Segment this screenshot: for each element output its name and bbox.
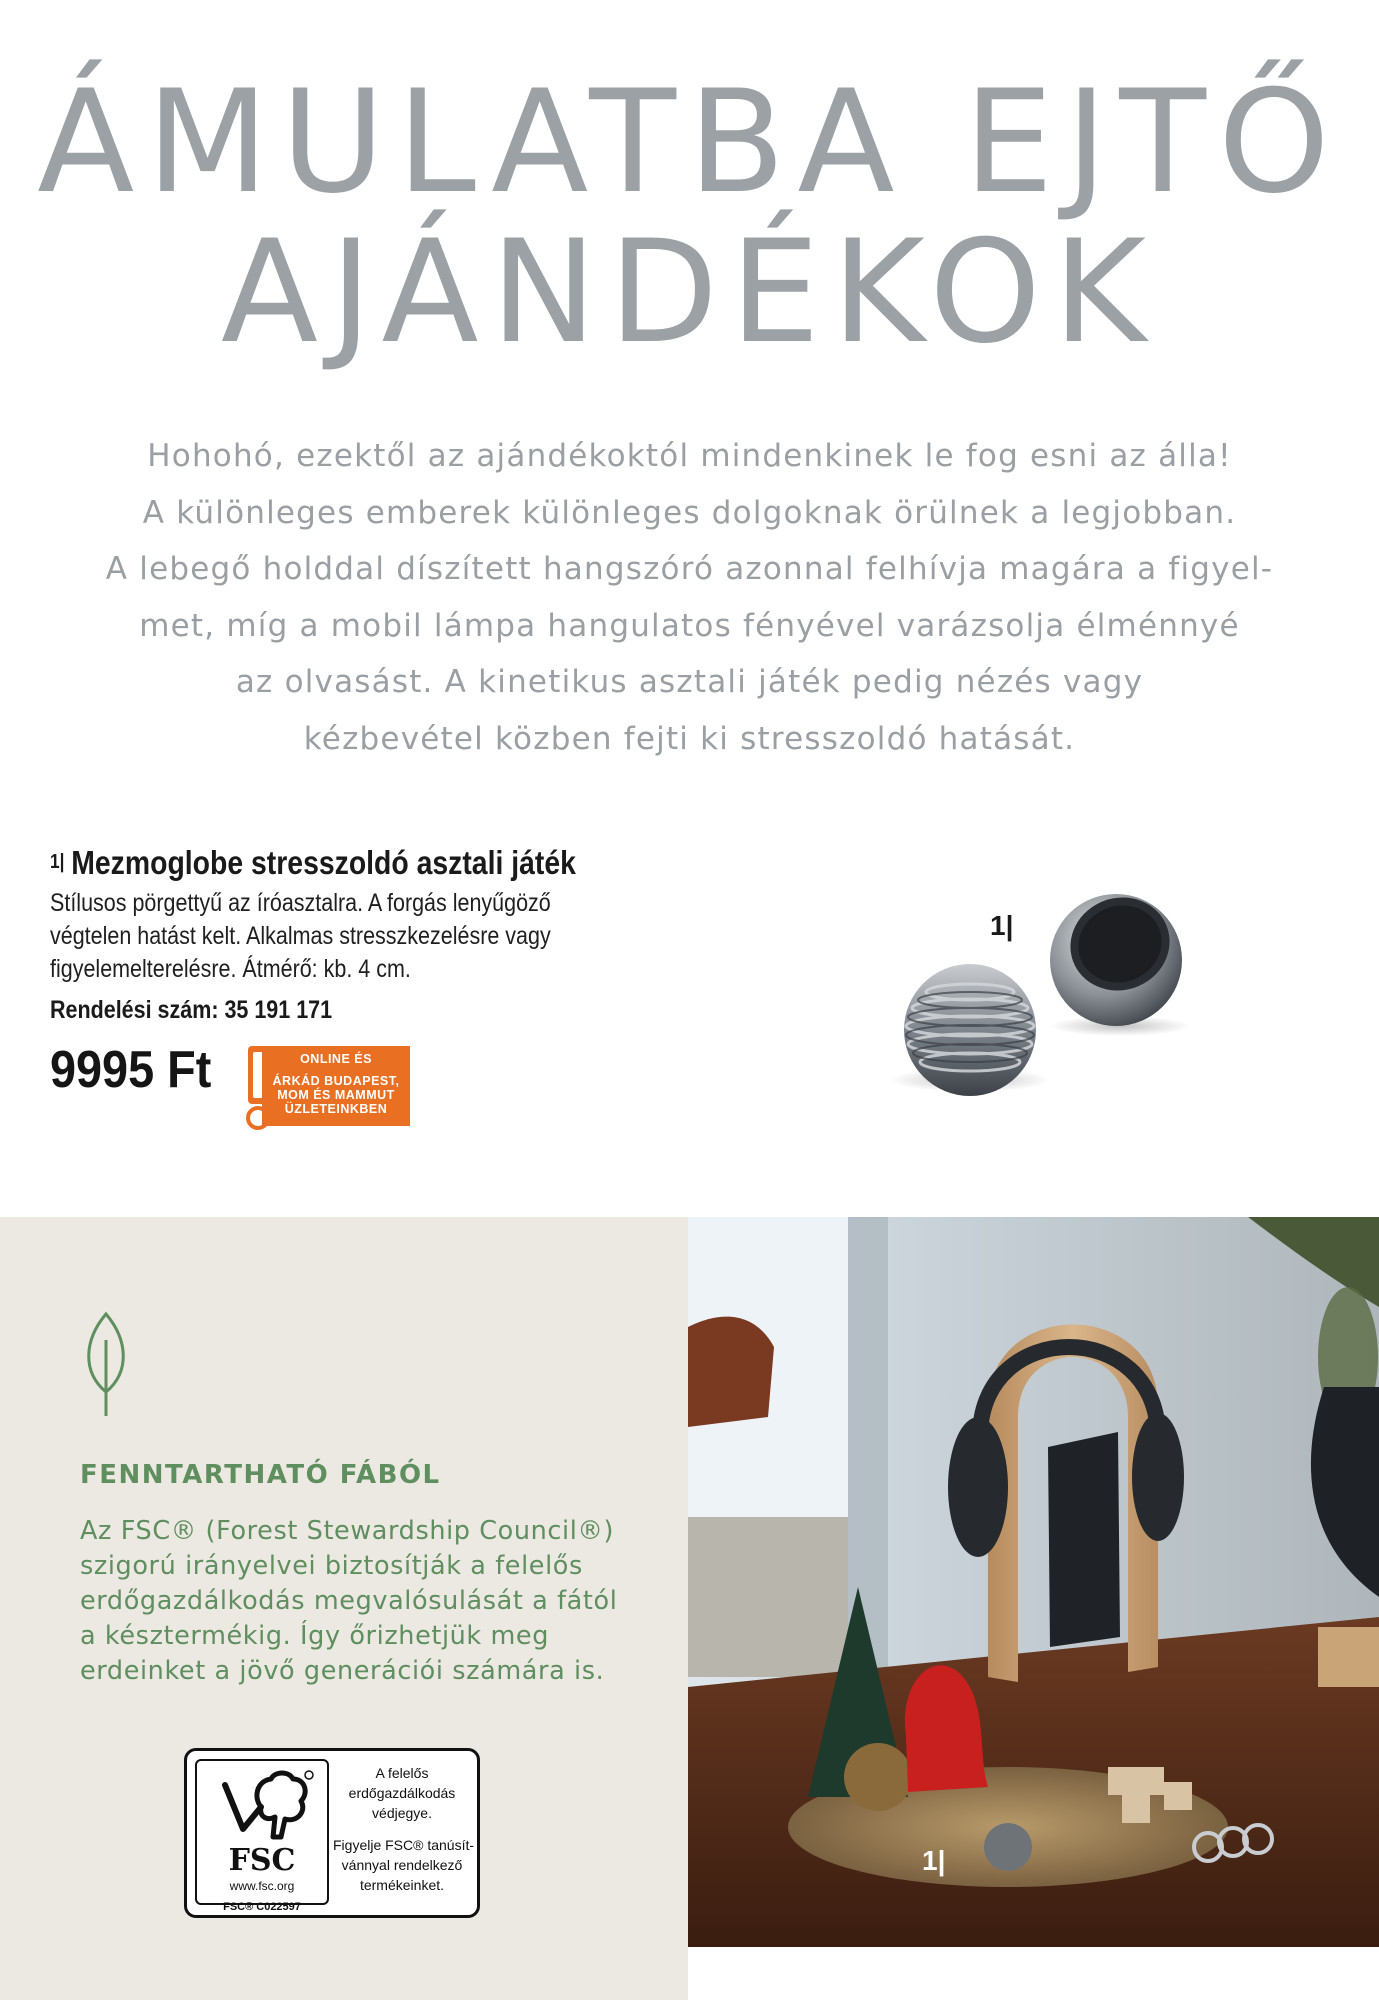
intro-line: met, míg a mobil lámpa hangulatos fényével varázsolja élménnyé bbox=[139, 607, 1240, 644]
badge-line: MOM ÉS MAMMUT bbox=[277, 1088, 395, 1102]
sustainability-line: szigorú irányelvei biztosítják a felelős bbox=[80, 1551, 583, 1581]
page-headline bbox=[0, 60, 1379, 375]
fsc-side-line: védjegye. bbox=[372, 1805, 432, 1821]
product-price: 9995 Ft bbox=[50, 1041, 212, 1099]
description-line: figyelemelterelésre. Átmérő: kb. 4 cm. bbox=[50, 955, 411, 983]
fsc-wordmark: FSC bbox=[228, 1843, 296, 1878]
photo-label: 1| bbox=[922, 1845, 946, 1876]
badge-line: ÁRKÁD BUDAPEST, bbox=[272, 1074, 400, 1088]
product-image-label: 1| bbox=[990, 910, 1014, 941]
sustainability-line: a késztermékig. Így őrizhetjük meg bbox=[80, 1621, 549, 1651]
headline-line-2: AJÁNDÉKOK bbox=[220, 210, 1159, 375]
badge-text-box bbox=[262, 1046, 410, 1126]
fsc-side-line: vánnyal rendelkező bbox=[341, 1857, 463, 1873]
sustainability-line: erdeinket a jövő generációi számára is. bbox=[80, 1656, 605, 1686]
fsc-license-code: FSC® C022597 bbox=[223, 1901, 301, 1913]
order-number: Rendelési szám: 35 191 171 bbox=[50, 996, 333, 1024]
product-title-text: Mezmoglobe stresszoldó asztali játék bbox=[71, 844, 576, 881]
intro-line: kézbevétel közben fejti ki stresszoldó hatását. bbox=[303, 720, 1076, 757]
description-line: végtelen hatást kelt. Alkalmas stresszkezelésre vagy bbox=[50, 922, 551, 950]
badge-line: ONLINE ÉS bbox=[300, 1052, 372, 1066]
fsc-side-line: Figyelje FSC® tanúsít- bbox=[333, 1837, 475, 1853]
lifestyle-photo bbox=[688, 1217, 1379, 1947]
intro-paragraph bbox=[60, 428, 1319, 767]
fsc-url: www.fsc.org bbox=[229, 1879, 295, 1893]
product-info bbox=[50, 842, 650, 1025]
intro-line: A lebegő holddal díszített hangszóró azonnal felhívja magára a figyel- bbox=[105, 551, 1274, 587]
mezmoglobe-product-image bbox=[880, 880, 1200, 1100]
sustainability-text bbox=[80, 1514, 617, 1689]
fsc-side-text bbox=[333, 1763, 475, 1895]
product-description bbox=[50, 887, 600, 986]
availability-badge bbox=[244, 1044, 410, 1130]
fsc-logo-box bbox=[184, 1748, 480, 1918]
sustainability-line: Az FSC® (Forest Stewardship Council®) bbox=[80, 1516, 615, 1546]
fsc-tree-icon bbox=[197, 1767, 331, 1847]
fsc-side-line: A felelős bbox=[375, 1765, 429, 1781]
product-title bbox=[50, 842, 576, 883]
intro-line: az olvasást. A kinetikus asztali játék pedig nézés vagy bbox=[235, 664, 1144, 700]
sustainability-heading: FENNTARTHATÓ FÁBÓL bbox=[80, 1460, 441, 1490]
intro-line: Hohohó, ezektől az ajándékoktól mindenkinek le fog esni az álla! bbox=[147, 438, 1232, 474]
fsc-side-line: termékeinket. bbox=[359, 1877, 445, 1893]
leaf-icon bbox=[78, 1310, 134, 1418]
fsc-logo-mark bbox=[195, 1759, 329, 1913]
intro-line: A különleges emberek különleges dolgoknak örülnek a legjobban. bbox=[142, 494, 1237, 531]
headline-line-1: ÁMULATBA EJTŐ bbox=[37, 60, 1342, 225]
sustainability-line: erdőgazdálkodás megvalósulását a fától bbox=[80, 1586, 618, 1616]
badge-line: ÜZLETEINKBEN bbox=[284, 1102, 388, 1116]
fsc-side-line: erdőgazdálkodás bbox=[348, 1785, 456, 1801]
description-line: Stílusos pörgettyű az íróasztalra. A forgás lenyűgöző bbox=[50, 889, 551, 917]
product-number: 1| bbox=[50, 851, 65, 873]
